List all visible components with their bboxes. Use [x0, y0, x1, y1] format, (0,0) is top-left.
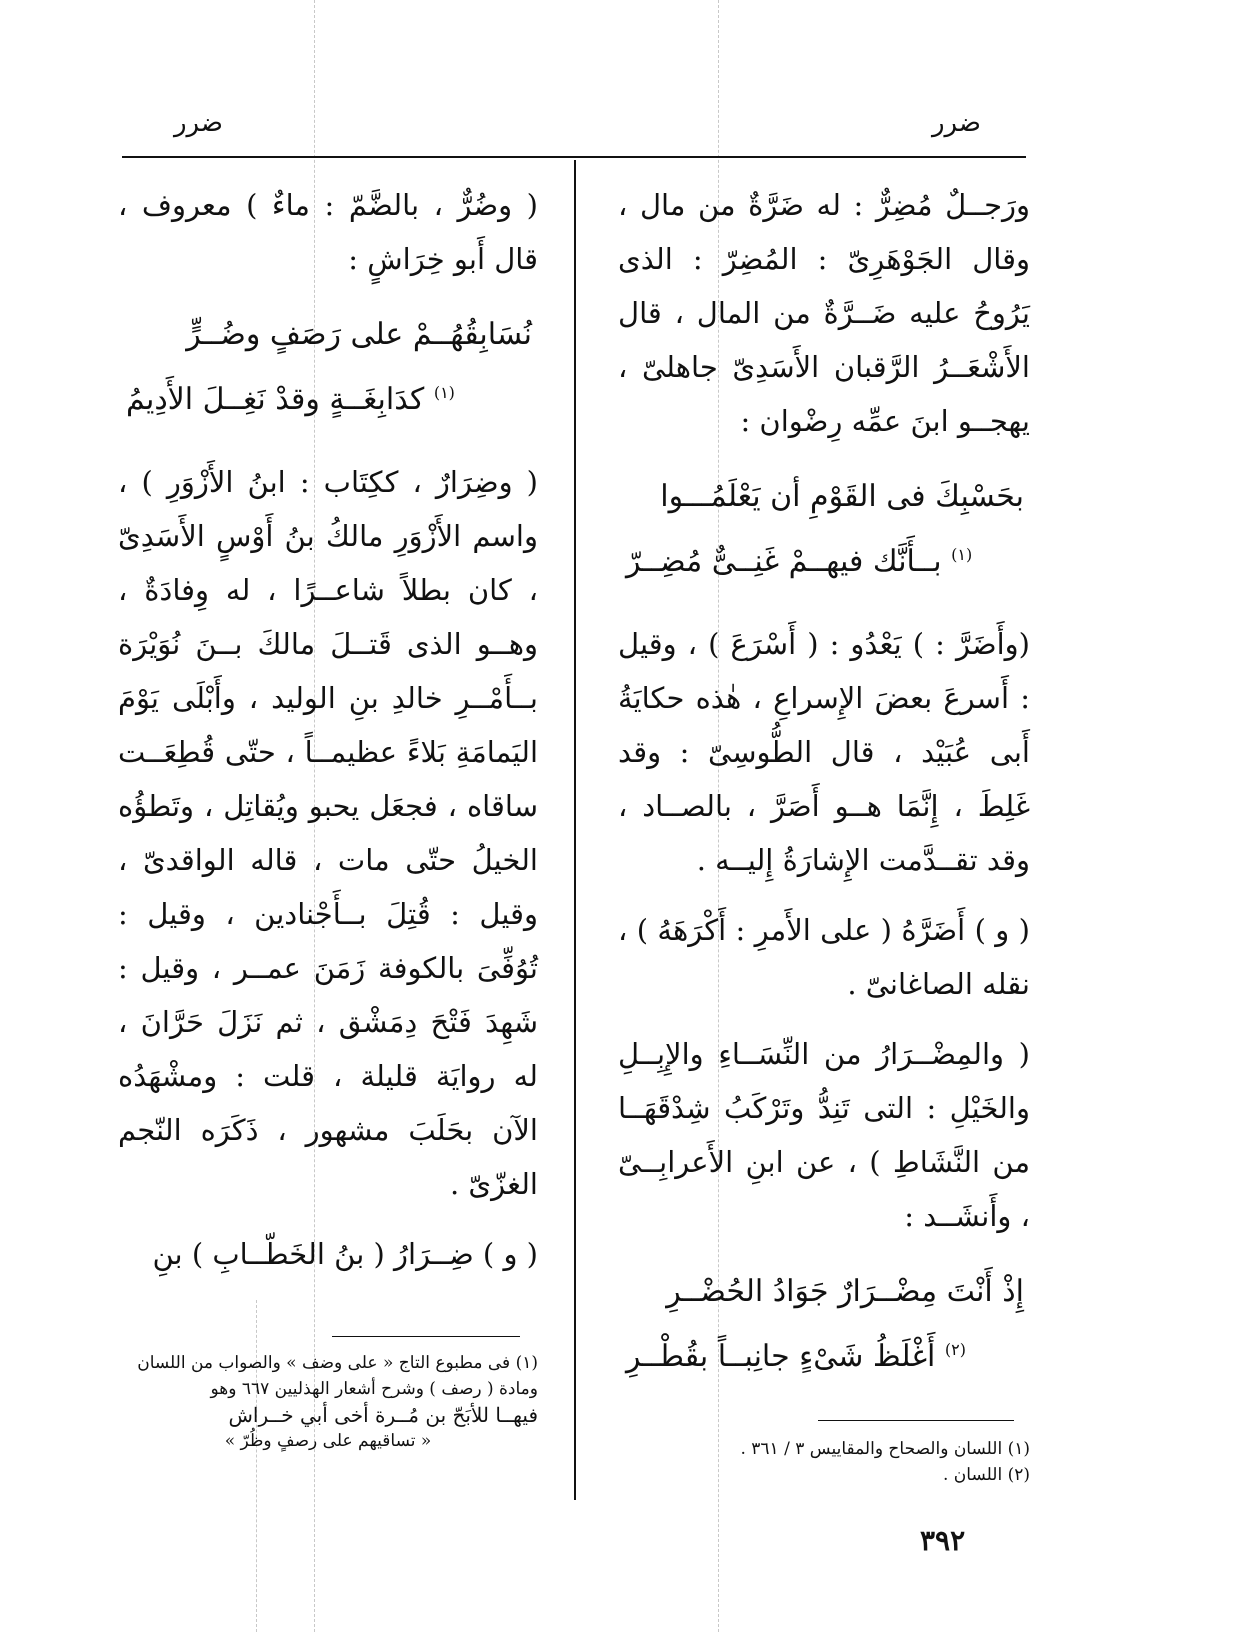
footnote-rule-left	[332, 1336, 520, 1337]
right-column	[618, 178, 1030, 1412]
footnote-marker: (٢)	[944, 1340, 967, 1359]
verse-hemistich	[118, 364, 538, 429]
verse-text: كدَابِغَــةٍ وقدْ نَغِــلَ الأَدِيمُ	[126, 382, 425, 417]
paragraph-mudirr: ورَجــلٌ مُضِرٌّ : له ضَرَّةٌ من مال ، وقال الجَوْهَرِىّ : المُضِرّ : الذى يَرُوحُ عليه ضَــرَّةٌ من المال ، قال الأَشْعَــرُ الرَّقبان الأَسَدِىّ جاهلىّ ، يهجــو ابنَ عمِّه رِضْوان :	[618, 188, 1030, 438]
verse-block-1	[618, 468, 1030, 591]
footnote-marker: (١)	[951, 545, 973, 564]
verse-hemistich	[618, 526, 1030, 591]
paragraph-adarrahu: ( و ) أَضَرَّهُ ( على الأَمرِ : أَكْرَهَهُ ) ، نقله الصاغانىّ .	[618, 913, 1030, 1001]
verse-hemistich	[618, 1321, 1030, 1386]
footnote-line: ومادة ( رصف ) وشرح أشعار الهذليين ٦٦٧ وهو	[210, 1379, 538, 1399]
footnote-line: (١) فى مطبوع التاج « على وضف » والصواب من اللسان	[137, 1353, 538, 1373]
footnote-line: « تساقيهم على رصفٍ وظُرّ »	[224, 1431, 432, 1451]
left-column	[118, 178, 538, 1297]
footnotes-right	[690, 1436, 1030, 1488]
verse-block-2	[618, 1263, 1030, 1386]
verse-text: بــأَنَّك فيهــمْ غَنِــىٌّ مُضِــرّ	[626, 544, 942, 579]
column-divider	[574, 160, 576, 1500]
paragraph-adarra: (وأَضَرَّ : ) يَعْدُو : ( أَسْرَعَ ) ، وقيل : أَسرعَ بعضَ الإِسراعِ ، هٰذه حكايَةُ أَبى عُبَيْد ، قال الطُّوسِىّ : وقد غَلِطَ ، إِنَّمَا هــو أَصَرَّ ، بالصــاد ، وقد تقــدَّمت الإِشارَةُ إِليــه .	[618, 627, 1030, 877]
verse-block-3	[118, 306, 538, 429]
verse-text: أَغْلَظُ شَىْءٍ جانِبــاً بقُطْــرِ	[626, 1339, 936, 1374]
footnote-line: (١) اللسان والصحاح والمقاييس ٣ / ٣٦١ .	[740, 1439, 1030, 1459]
footnote-marker: (١)	[433, 383, 455, 402]
paragraph-midrar: ( والمِضْــرَارُ من النِّسَــاءِ والإِبِــلِ والخَيْلِ : التى تَنِدُّ وتَرْكَبُ شِدْقَهَــا من النَّشَاطِ ) ، عن ابنِ الأَعرابِــىّ ، وأَنشَــد :	[618, 1037, 1030, 1233]
verse-hemistich: إِذْ أَنْتَ مِضْــرَارٌ جَوَادُ الحُضْــرِ	[666, 1274, 1024, 1309]
running-header-left: ضرر	[174, 108, 223, 138]
footnote-rule-right	[818, 1420, 1014, 1421]
paragraph-dirar-azwar: ( وضِرَارٌ ، ككِتَاب : ابنُ الأَزْوَرِ ) ، واسم الأَزْوَرِ مالكُ بنُ أَوْسٍ الأَسَدِىّ ، كان بطلاً شاعــرًا ، له وِفادَةٌ ، وهــو الذى قَتــلَ مالكَ بــنَ نُوَيْرَة بــأَمْــرِ خالدِ بنِ الوليد ، وأَبْلَى يَوْمَ اليَمامَةِ بَلاءً عظيمــاً ، حتّى قُطِعَــت ساقاه ، فجعَل يحبو ويُقاتِل ، وتَطؤُه الخيلُ حتّى مات ، قاله الواقدىّ ، وقيل : قُتِلَ بــأَجْنادين ، وقيل : تُوُفِّىَ بالكوفة زَمَنَ عمــر ، وقيل : شَهِدَ فَتْحَ دِمَشْق ، ثم نَزَلَ حَرَّانَ ، له روايَة قليلة ، قلت : ومشْهَدُه الآن بحَلَبَ مشهور ، ذَكَرَه النّجم الغزّىّ .	[118, 465, 538, 1201]
footnote-line: (٢) اللسان .	[943, 1465, 1030, 1485]
running-header-right: ضرر	[932, 108, 981, 138]
paragraph-durr: ( وضُرٌّ ، بالضَّمّ : ماءٌ ) معروف ، قال أَبو خِرَاشٍ :	[118, 188, 538, 276]
verse-hemistich: نُسَابِقُهُــمْ على رَصَفٍ وضُــرٍّ	[186, 317, 532, 352]
footnotes-left	[118, 1350, 538, 1454]
verse-hemistich: بحَسْبِكَ فى القَوْمِ أن يَعْلَمُـــوا	[660, 479, 1024, 514]
header-rule	[122, 156, 1026, 158]
paragraph-dirar-khattab: ( و ) ضِــرَارُ ( بنُ الخَطّــابِ ) بنِ	[152, 1237, 538, 1271]
footnote-line: فيهــا للأبَحّ بن مُــرة أخى أبي خــراش	[228, 1403, 538, 1427]
page-number: ٣٩٢	[920, 1524, 966, 1557]
